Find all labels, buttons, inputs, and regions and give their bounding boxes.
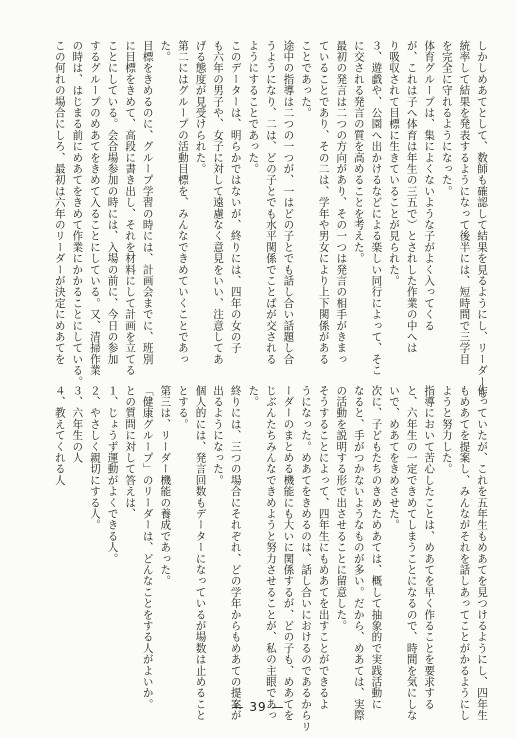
- text-column: 体育グループは、集によくないような子がよく入ってくる: [423, 40, 436, 332]
- text-column: との質問に対して答えは、: [124, 385, 137, 520]
- text-column: に交される発言の質を高めることを考えた。: [352, 40, 365, 264]
- text-column: じぶんたちみんなできめようと努力させることが、私の主眼であっ: [264, 385, 277, 721]
- text-column: ことであった。: [300, 40, 313, 119]
- text-column: 作っていたが、これを五年生もめあてを見つけるようにし、四年生: [476, 385, 488, 721]
- text-column: に目標をきめて、高段に書き出し、それを材料にして計画を立てる: [124, 40, 137, 376]
- text-column: ３、六年生の人: [71, 385, 84, 464]
- text-column: もめあてを提案し、みんながそれを話しあってことがかるようにし: [458, 385, 471, 721]
- text-column: 終りには、三つの場合にそれぞれ、どの学年からもめあての提案が: [229, 385, 242, 721]
- text-column: 「健康グループ」のリーダーは、どんなことをする人がよいか。: [141, 385, 154, 710]
- text-column: ーダーのまとめる機能にも大いに関係するが、どの子も、めあてを: [282, 385, 295, 721]
- text-column: げる態度が見受けられた。: [194, 40, 207, 175]
- text-column: するグループのめあてをきめて入ることにしている。又、清掃作業: [88, 40, 101, 376]
- text-column: の時は、はじまる前にめあてをきめて作業にかかることにしている。: [71, 40, 84, 388]
- text-column: １、じょうず運動がよくできる人。: [106, 385, 119, 565]
- text-column: 出るようになった。: [212, 385, 225, 486]
- text-column: このデーターは、明らかではないが、終りには、四年の女の子: [229, 40, 242, 354]
- text-column: しかしめあてとして、数師も確認して結果を見るようにし、リーダーも: [476, 40, 488, 399]
- text-column: の活動を説明する形で出させることに留意した。: [335, 385, 348, 632]
- text-column: 個人的には、発言回数もデーターになっているが場数は止めること: [194, 385, 207, 721]
- text-column: 次に、子どもたちのきめためあては、概して抽象的で実践活動に: [370, 385, 383, 710]
- text-column: ４、教えてくれる人: [53, 385, 66, 486]
- text-column: うようになり、二は、どの子とでも水平関係でことばが交される: [264, 40, 277, 365]
- text-column: ようと努力した。: [440, 385, 453, 475]
- text-column: ３、遊戯や、公園へ出かけるなどによる楽しい同行によって、そこ: [370, 40, 383, 376]
- text-column: いで、めあてをきめさせた。: [388, 385, 401, 531]
- upper-text-block: [50, 40, 490, 399]
- text-column: そうすることによって、四年生にもめあてを出すことができるよ: [317, 385, 330, 710]
- page-number: — 39 —: [231, 700, 285, 714]
- text-column: り吸収されて目標に生きていることが見られた。: [388, 40, 401, 287]
- text-column: 目標をきめるのに、グループ学習の時には、計画会までに、班別: [141, 40, 154, 365]
- text-column: うになった。めあてをきめるのは、話し合いにおけるのであるからリ: [300, 385, 313, 733]
- text-column: が、これは子へ体育は年生の三五で）とされした作業の中へは: [405, 40, 418, 354]
- text-column: た。: [247, 385, 260, 408]
- text-column: 途中の指導は二つの一つが、一はどの子とでも話し合い話題し合: [282, 40, 295, 365]
- text-column: 第二にはグループの活動目標を、みんなできめていくことであっ: [176, 40, 189, 365]
- text-column: 統率して結果を発表するようになって後半には、短時間で三学目: [458, 40, 471, 365]
- text-column: ことにしている。会合場参加の時には、入場の前に、今日の参加: [106, 40, 119, 365]
- text-column: 第三は、リーダー機能の養成であった。: [159, 385, 172, 587]
- text-column: と、六年生の一定できめてしまうことになるので、時間を気にしな: [405, 385, 418, 721]
- text-column: ２、やさしく親切にする人。: [88, 385, 101, 531]
- text-column: この何れの場合にしろ、最初は六年のリーダーが決定にめあてを: [53, 40, 66, 365]
- text-column: ようにすることであった。: [247, 40, 260, 175]
- text-column: 最初の発言は二つの方向があり、その一つは発言の相手がきまっ: [335, 40, 348, 365]
- text-column: も六年の男子や、女子に対して遠慮なく意見をいい、注意してあ: [212, 40, 225, 365]
- text-column: を完全に守れるようになった。: [440, 40, 453, 197]
- text-column: とする。: [176, 385, 189, 430]
- text-column: 指導において苦心したことは、めあてを早く作ることを要求する: [423, 385, 436, 710]
- text-column: た。: [159, 40, 172, 63]
- text-column: なると、手がつかないようなものが多い。だから、めあては、実際: [352, 385, 365, 721]
- text-column: ていることであり、その二は、学年や男女により上下関係がある: [317, 40, 330, 365]
